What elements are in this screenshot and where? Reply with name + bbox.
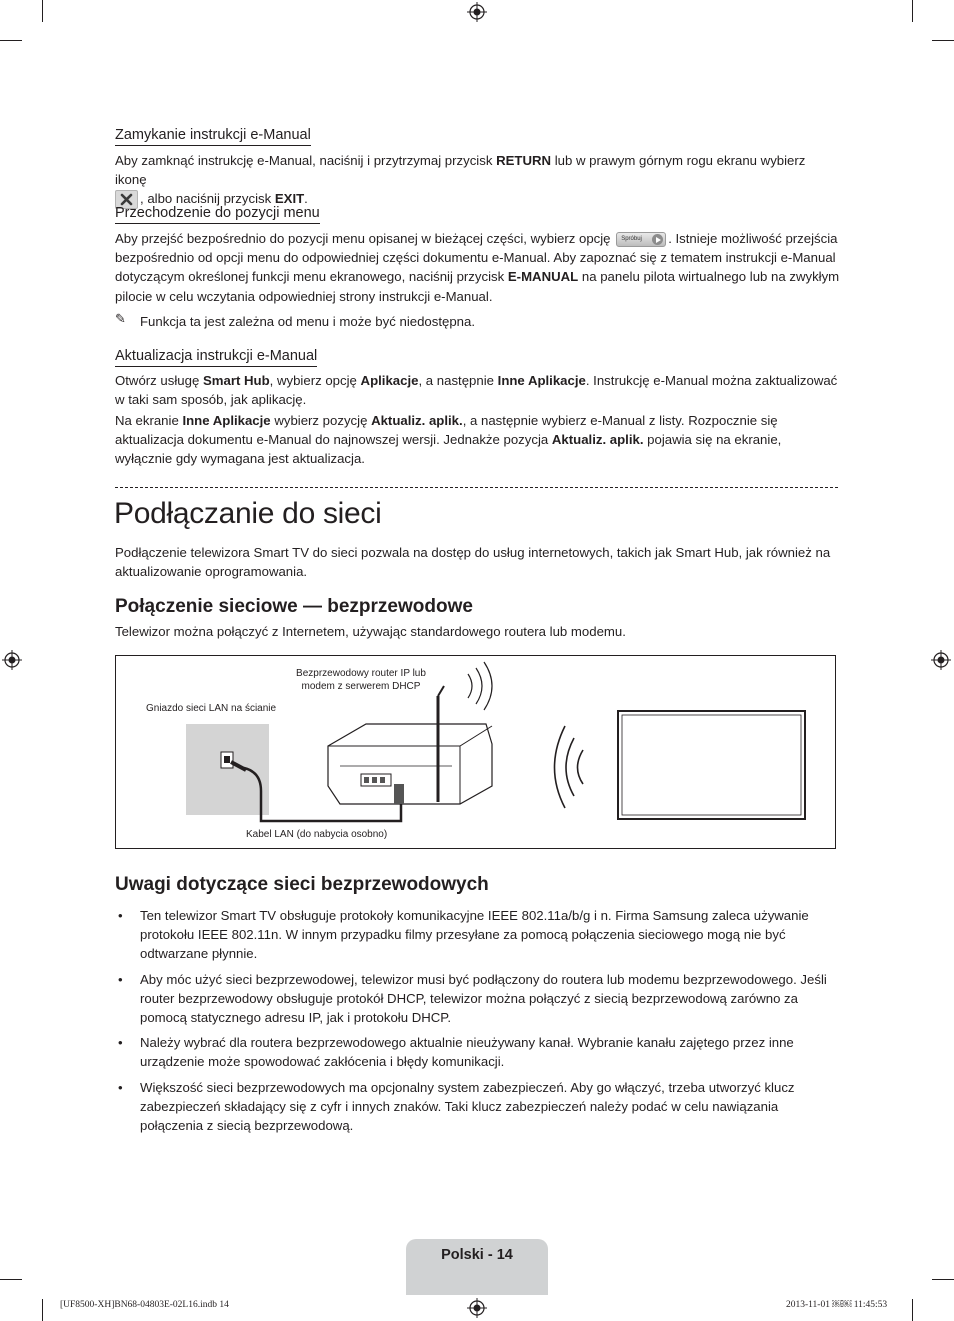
try-button-label: Spróbuj [621,236,642,243]
text: . Instrukcję e-Manual można zaktualizować w taki sam sposób, jak aplikację. [115,373,838,408]
text: pojawia się na ekranie, wyłącznie gdy wymagana jest aktualizacja. [115,432,782,467]
registration-mark-icon [2,650,22,670]
tv-icon [618,711,805,819]
bold-term: Inne Aplikacje [182,413,271,428]
page-number-tab [406,1239,548,1295]
registration-mark-icon [467,2,487,22]
list-item [115,1078,840,1136]
intro-text: Podłączenie telewizora Smart TV do sieci pozwala na dostęp do usług internetowych, takich jak Smart Hub, jak również na aktualizowanie oprogramowania. [115,545,831,580]
text: Aby przejść bezpośrednio do pozycji menu opisanej w bieżącej części, wybierz opcję [115,231,615,246]
page-title: Podłączanie do sieci [114,497,382,530]
crop-mark [42,0,43,22]
text: , wybierz opcję [269,373,361,388]
bullet-icon: • [118,908,123,923]
goto-menu-text [115,229,840,306]
notes-heading: Uwagi dotyczące sieci bezprzewodowych [115,874,489,895]
footer-file-info: [UF8500-XH]BN68-04803E-02L16.indb 14 [60,1300,229,1310]
return-key-label: RETURN [496,153,552,168]
page-number: Polski - 14 [441,1247,513,1263]
section-heading-goto-menu: Przechodzenie do pozycji menu [115,205,320,224]
list-item [115,906,840,964]
crop-mark [42,1299,43,1321]
tv-wifi-waves-icon [555,726,584,808]
footer-timestamp: 2013-11-01 ￼￼ 11:45:53 [786,1300,888,1310]
wireless-text: Telewizor można połączyć z Internetem, używając standardowego routera lub modemu. [115,624,626,639]
note-pencil-icon: ✎ [115,311,126,326]
bullet-icon: • [118,971,123,987]
wall-socket-label: Gniazdo sieci LAN na ścianie [146,703,277,714]
router-label-line-2: modem z serwerem DHCP [301,681,421,692]
list-item-text: Ten telewizor Smart TV obsługuje protokoły komunikacyjne IEEE 802.11a/b/g i n. Firma Samsung zaleca używanie protokołu IEEE 802.11n. W innym przypadku filmy przesyłane za pomocą połączenia sieciowego mogą nie być odtwarzane płynnie. [140,908,809,962]
bold-term: Smart Hub [202,373,270,388]
note-text: Funkcja ta jest zależna od menu i może być niedostępna. [140,314,476,329]
crop-mark [932,40,954,41]
network-illustration [116,656,835,848]
text: Na ekranie [115,413,183,428]
lan-cable-label: Kabel LAN (do nabycia osobno) [246,829,388,840]
list-item-text: Należy wybrać dla routera bezprzewodowego aktualnie nieużywany kanał. Wybranie kanału zajętego przez inne urządzenie może spowodować zakłócenia i błędy komunikacji. [140,1035,794,1070]
try-button[interactable] [616,232,666,247]
registration-mark-icon [467,1298,487,1318]
text: , albo naciśnij przycisk [140,191,275,207]
bullet-icon: • [118,1079,123,1095]
text: , a następnie wybierz e-Manual z listy. Rozpocznie się aktualizacja dokumentu e-Manual do najnowszej wersji. Jednakże pozycja [115,413,778,448]
text: na panelu pilota wirtualnego lub na zwykłym pilocie w celu wczytania odpowiedniej strony instrukcji e-Manual. [115,269,840,304]
bullet-icon: • [118,1035,123,1051]
list-item-text: Aby móc użyć sieci bezprzewodowej, telewizor musi być podłączony do routera lub modemu bezprzewodowego. Jeśli router bezprzewodowy obsługuje protokół DHCP, telewizor można połączyć z siecią bezprzewodową zarówno za pomocą statycznego adresu IP, jak i protokołu DHCP. [140,971,827,1026]
router-icon [328,686,492,804]
wireless-heading: Połączenie sieciowe — bezprzewodowe [115,596,473,617]
crop-mark [912,0,913,22]
list-item [115,970,840,1028]
text: . Istnieje możliwość przejścia bezpośrednio od opcji menu do odpowiedniej części dokumentu e-Manual. Aby zapoznać się z tematem instrukcji e-Manual dotyczącym określonej funkcji menu ekranowego, naciśnij przycisk [115,231,838,285]
exit-key-label: EXIT [274,191,305,207]
e-manual-key-label: E-MANUAL [507,269,579,285]
crop-mark [912,1299,913,1321]
text: , a następnie [418,373,498,388]
section-divider [115,487,838,488]
update-manual-text-1 [115,371,840,409]
network-diagram [115,655,836,849]
registration-mark-icon [931,650,951,670]
text: . [304,191,308,207]
crop-mark [932,1279,954,1280]
text: Aby zamknąć instrukcję e-Manual, naciśnij i przytrzymaj przycisk [115,153,497,168]
bold-term: Inne Aplikacje [497,373,586,388]
list-item [115,1033,840,1071]
list-item-text: Większość sieci bezprzewodowych ma opcjonalny system zabezpieczeń. Aby go włączyć, trzeba utworzyć klucz zabezpieczeń składający się z cyfr i innych znaków. Taki klucz zabezpieczeń należy podać w celu nawiązania połączenia z siecią bezprzewodową. [140,1079,795,1134]
bold-term: Aktualiz. aplik. [551,432,644,448]
text: Otwórz usługę [115,373,203,388]
crop-mark [0,40,22,41]
bold-term: Aktualiz. aplik. [371,413,463,428]
update-manual-text-2 [115,411,840,469]
bold-term: Aplikacje [360,373,419,388]
router-label-line-1: Bezprzewodowy router IP lub [296,668,426,679]
section-heading-update-manual: Aktualizacja instrukcji e-Manual [115,348,317,367]
router-wifi-waves-icon [468,662,492,710]
text: lub w prawym górnym rogu ekranu wybierz ikonę [115,153,806,188]
crop-mark [0,1279,22,1280]
text: wybierz pozycję [270,413,372,428]
play-icon [652,234,663,245]
close-manual-text [115,151,840,209]
notes-list [115,906,840,1141]
section-heading-close-manual: Zamykanie instrukcji e-Manual [115,127,311,146]
